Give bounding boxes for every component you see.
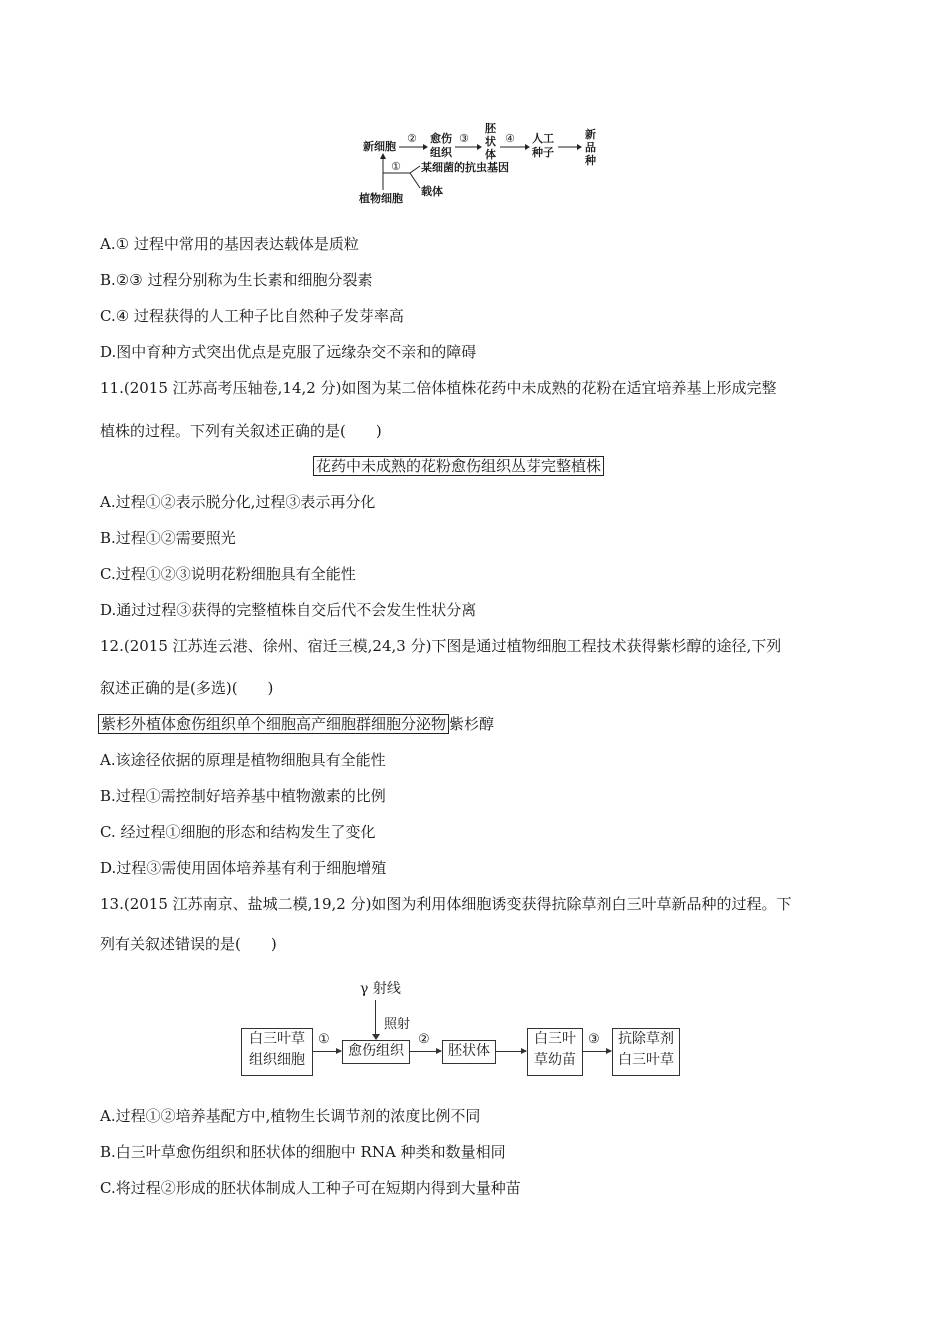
q11-flow xyxy=(313,456,604,476)
box-embryoid: 胚状体 xyxy=(442,1040,496,1064)
q13-option-c: C.将过程②形成的胚状体制成人工种子可在短期内得到大量种苗 xyxy=(100,1179,521,1197)
label-new-variety-3: 种 xyxy=(585,154,596,167)
step-2-num: ② xyxy=(407,132,417,145)
box-clover-tissue-cells xyxy=(241,1028,313,1076)
box-herbicide-resistant-clover xyxy=(612,1028,680,1076)
q12-flow-box: 紫杉外植体愈伤组织单个细胞高产细胞群细胞分泌物 xyxy=(98,714,449,734)
q12-option-b: B.过程①需控制好培养基中植物激素的比例 xyxy=(100,787,386,805)
box1-line1: 白三叶草 xyxy=(249,1031,305,1047)
label-artificial-seed-2: 种子 xyxy=(532,146,554,159)
irradiate-label: 照射 xyxy=(384,1017,411,1032)
label-embryoid-1: 胚 xyxy=(485,122,496,135)
q10-option-d: D.图中育种方式突出优点是克服了远缘杂交不亲和的障碍 xyxy=(100,343,477,361)
q12-stem-1: 12.(2015 江苏连云港、徐州、宿迁三模,24,3 分)下图是通过植物细胞工程技术获得紫杉醇的途径,下列 xyxy=(100,637,782,655)
box-callus: 愈伤组织 xyxy=(342,1040,410,1064)
q10-option-a: A.① 过程中常用的基因表达载体是质粒 xyxy=(100,235,359,253)
gamma-ray-label: γ 射线 xyxy=(360,981,401,997)
label-vector: 载体 xyxy=(421,185,443,198)
box1-line2: 组织细胞 xyxy=(249,1052,305,1068)
box-clover-seedling xyxy=(527,1028,583,1076)
step-1-num: ① xyxy=(318,1032,330,1047)
gamma-ray-arrow xyxy=(375,1000,376,1037)
label-bt-gene: 某细菌的抗虫基因 xyxy=(421,161,509,174)
q10-option-c: C.④ 过程获得的人工种子比自然种子发芽率高 xyxy=(100,307,404,325)
step-2-num: ② xyxy=(418,1032,430,1047)
box5-line2: 白三叶草 xyxy=(618,1052,674,1068)
q12-flow xyxy=(98,714,494,734)
q12-option-a: A.该途径依据的原理是植物细胞具有全能性 xyxy=(100,751,386,769)
q12-option-d: D.过程③需使用固体培养基有利于细胞增殖 xyxy=(100,859,387,877)
q13-option-b: B.白三叶草愈伤组织和胚状体的细胞中 RNA 种类和数量相同 xyxy=(100,1143,506,1161)
step-3-num: ③ xyxy=(459,132,469,145)
q11-stem-1: 11.(2015 江苏高考压轴卷,14,2 分)如图为某二倍体植株花药中未成熟的花粉在适宜培养基上形成完整 xyxy=(100,379,777,397)
box4-line1: 白三叶 xyxy=(534,1031,576,1047)
label-artificial-seed-1: 人工 xyxy=(532,132,554,145)
arrow-4 xyxy=(582,1051,611,1052)
arrow-3 xyxy=(495,1051,526,1052)
q11-option-a: A.过程①②表示脱分化,过程③表示再分化 xyxy=(100,493,376,511)
q11-option-c: C.过程①②③说明花粉细胞具有全能性 xyxy=(100,565,356,583)
q13-stem-2: 列有关叙述错误的是( ) xyxy=(100,935,277,953)
q10-option-b: B.②③ 过程分别称为生长素和细胞分裂素 xyxy=(100,271,373,289)
q11-stem-2: 植株的过程。下列有关叙述正确的是( ) xyxy=(100,422,382,440)
step-1-num: ① xyxy=(391,160,401,173)
q12-stem-2: 叙述正确的是(多选)( ) xyxy=(100,679,274,697)
arrow-2 xyxy=(409,1051,441,1052)
label-embryoid-3: 体 xyxy=(485,148,496,161)
step-3-num: ③ xyxy=(588,1032,600,1047)
q13-stem-1: 13.(2015 江苏南京、盐城二模,19,2 分)如图为利用体细胞诱变获得抗除草剂白三叶草新品种的过程。下 xyxy=(100,895,792,913)
label-new-variety-1: 新 xyxy=(585,128,596,141)
label-callus-1: 愈伤 xyxy=(430,132,452,145)
arrow-1 xyxy=(312,1051,341,1052)
label-callus-2: 组织 xyxy=(430,146,452,159)
q13-option-a: A.过程①②培养基配方中,植物生长调节剂的浓度比例不同 xyxy=(100,1107,481,1125)
q11-flow-box: 花药中未成熟的花粉愈伤组织丛芽完整植株 xyxy=(313,456,604,476)
label-new-variety-2: 品 xyxy=(585,141,596,154)
q12-option-c: C. 经过程①细胞的形态和结构发生了变化 xyxy=(100,823,376,841)
transgenic-flow-diagram xyxy=(355,120,605,205)
label-plant-cell: 植物细胞 xyxy=(359,192,403,205)
box5-line1: 抗除草剂 xyxy=(618,1031,674,1047)
box4-line2: 草幼苗 xyxy=(534,1052,576,1068)
q11-option-b: B.过程①②需要照光 xyxy=(100,529,236,547)
q12-flow-tail: 紫杉醇 xyxy=(449,715,495,733)
label-embryoid-2: 状 xyxy=(485,135,496,148)
label-new-cell: 新细胞 xyxy=(363,140,396,153)
q11-option-d: D.通过过程③获得的完整植株自交后代不会发生性状分离 xyxy=(100,601,477,619)
step-4-num: ④ xyxy=(505,132,515,145)
